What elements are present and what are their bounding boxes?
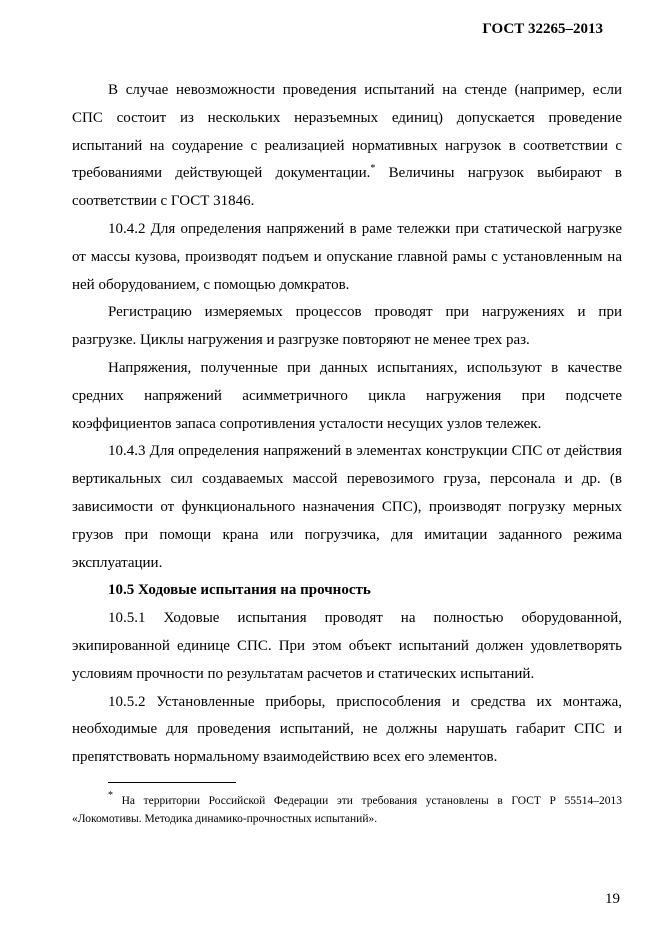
paragraph-10-5-1: 10.5.1 Ходовые испытания проводят на полностью оборудованной, экипированной единице СПС. При этом объект испытаний должен удовлетворять условиям прочности по результатам расчетов и статических испытаний. [72, 610, 622, 682]
paragraph-registration: Регистрацию измеряемых процессов проводят при нагружениях и при разгрузке. Циклы нагружения и разгрузке повторяют не менее трех раз. [72, 304, 622, 349]
paragraph-text-tail: Величины нагрузок выбирают в соответствии с ГОСТ 31846. [72, 165, 622, 210]
footnote-text-block [72, 792, 622, 828]
footnote-text: На территории Российской Федерации эти требования установлены в ГОСТ Р 55514–2013 «Локомотивы. Методика динамико-прочностных испытаний». [72, 795, 622, 825]
paragraph-text: В случае невозможности проведения испытаний на стенде (например, если СПС состоит из нескольких неразъемных единиц) допускается проведение испытаний на соударение с реализацией нормативных нагрузок в соответствии с требованиями действующей документации. [72, 82, 622, 182]
paragraph-10-4-2: 10.4.2 Для определения напряжений в раме тележки при статической нагрузке от массы кузова, производят подъем и опускание главной рамы с установленным на ней оборудованием, с помощью домкратов. [72, 220, 622, 293]
footnote-mark: * [108, 790, 113, 801]
page-number: 19 [605, 891, 620, 907]
footnote [72, 792, 622, 828]
section-heading-10-5: 10.5 Ходовые испытания на прочность [108, 582, 371, 599]
document-code-header: ГОСТ 32265–2013 [482, 21, 603, 37]
paragraph-stresses: Напряжения, полученные при данных испытаниях, используют в качестве средних напряжений асимметричного цикла нагружения при подсчете коэффициентов запаса сопротивления усталости несущих узлов тележек. [72, 359, 622, 432]
paragraph-10-4-3: 10.4.3 Для определения напряжений в элементах конструкции СПС от действия вертикальных сил создаваемых массой перевозимого груза, персонала и др. (в зависимости от функционального назначения СПС), производят погрузку мерных грузов при помощи крана или погрузчика, для имитации заданного режима эксплуатации. [72, 443, 622, 571]
paragraph-10-5-2: 10.5.2 Установленные приборы, приспособления и средства их монтажа, необходимые для проведения испытаний, не должны нарушать габарит СПС и препятствовать нормальному взаимодействию всех его элементов. [72, 693, 622, 766]
main-text [72, 77, 622, 772]
paragraph-stand-tests [72, 77, 622, 216]
footnote-reference-mark: * [370, 163, 376, 175]
footnote-separator [108, 782, 236, 783]
